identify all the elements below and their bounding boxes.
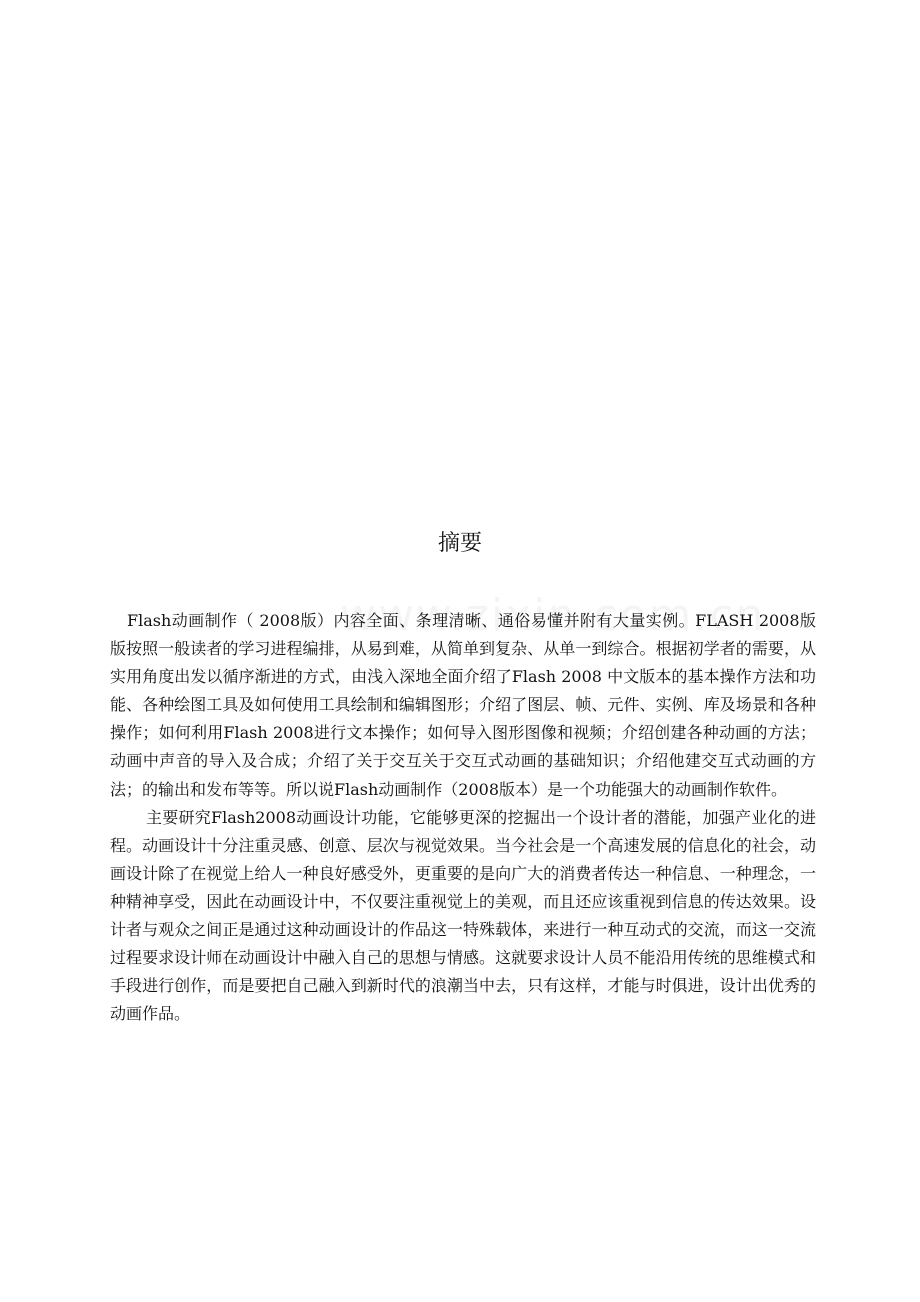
page-title: 摘要 [437, 531, 482, 556]
abstract-paragraph-2: 主要研究Flash2008动画设计功能，它能够更深的挖掘出一个设计者的潜能，加强产业化的进程。动画设计十分注重灵感、创意、层次与视觉效果。当今社会是一个高速发展的信息化的社会，动画设计除了在视觉上给人一种良好感受外，更重要的是向广大的消费者传达一种信息、一种理念，一种精神享受，因此在动画设计中，不仅要注重视觉上的美观，而且还应该重视到信息的传达效果。设计者与观众之间正是通过这种动画设计的作品这一特殊载体，来进行一种互动式的交流，而这一交流过程要求设计师在动画设计中融入自己的思想与情感。这就要求设计人员不能沿用传统的思维模式和手段进行创作，而是要把自己融入到新时代的浪潮当中去，只有这样，才能与时俱进，设计出优秀的动画作品。 [110, 807, 816, 1024]
abstract-paragraph-1: Flash动画制作（ 2008版）内容全面、条理清晰、通俗易懂并附有大量实例。FLASH 2008版版按照一般读者的学习进程编排，从易到难，从简单到复杂、从单一到综合。根据初学者的需要，从实用角度出发以循序渐进的方式，由浅入深地全面介绍了Flash 2008 中文版本的基本操作方法和功能、各种绘图工具及如何使用工具绘制和编辑图形；介绍了图层、帧、元件、实例、库及场景和各种操作；如何利用Flash 2008进行文本操作；如何导入图形图像和视频；介绍创建各种动画的方法；动画中声音的导入及合成；介绍了关于交互关于交互式动画的基础知识；介绍他建交互式动画的方法；的输出和发布等等。所以说Flash动画制作（2008版本）是一个功能强大的动画制作软件。 [110, 611, 816, 799]
abstract-body [110, 607, 816, 1028]
